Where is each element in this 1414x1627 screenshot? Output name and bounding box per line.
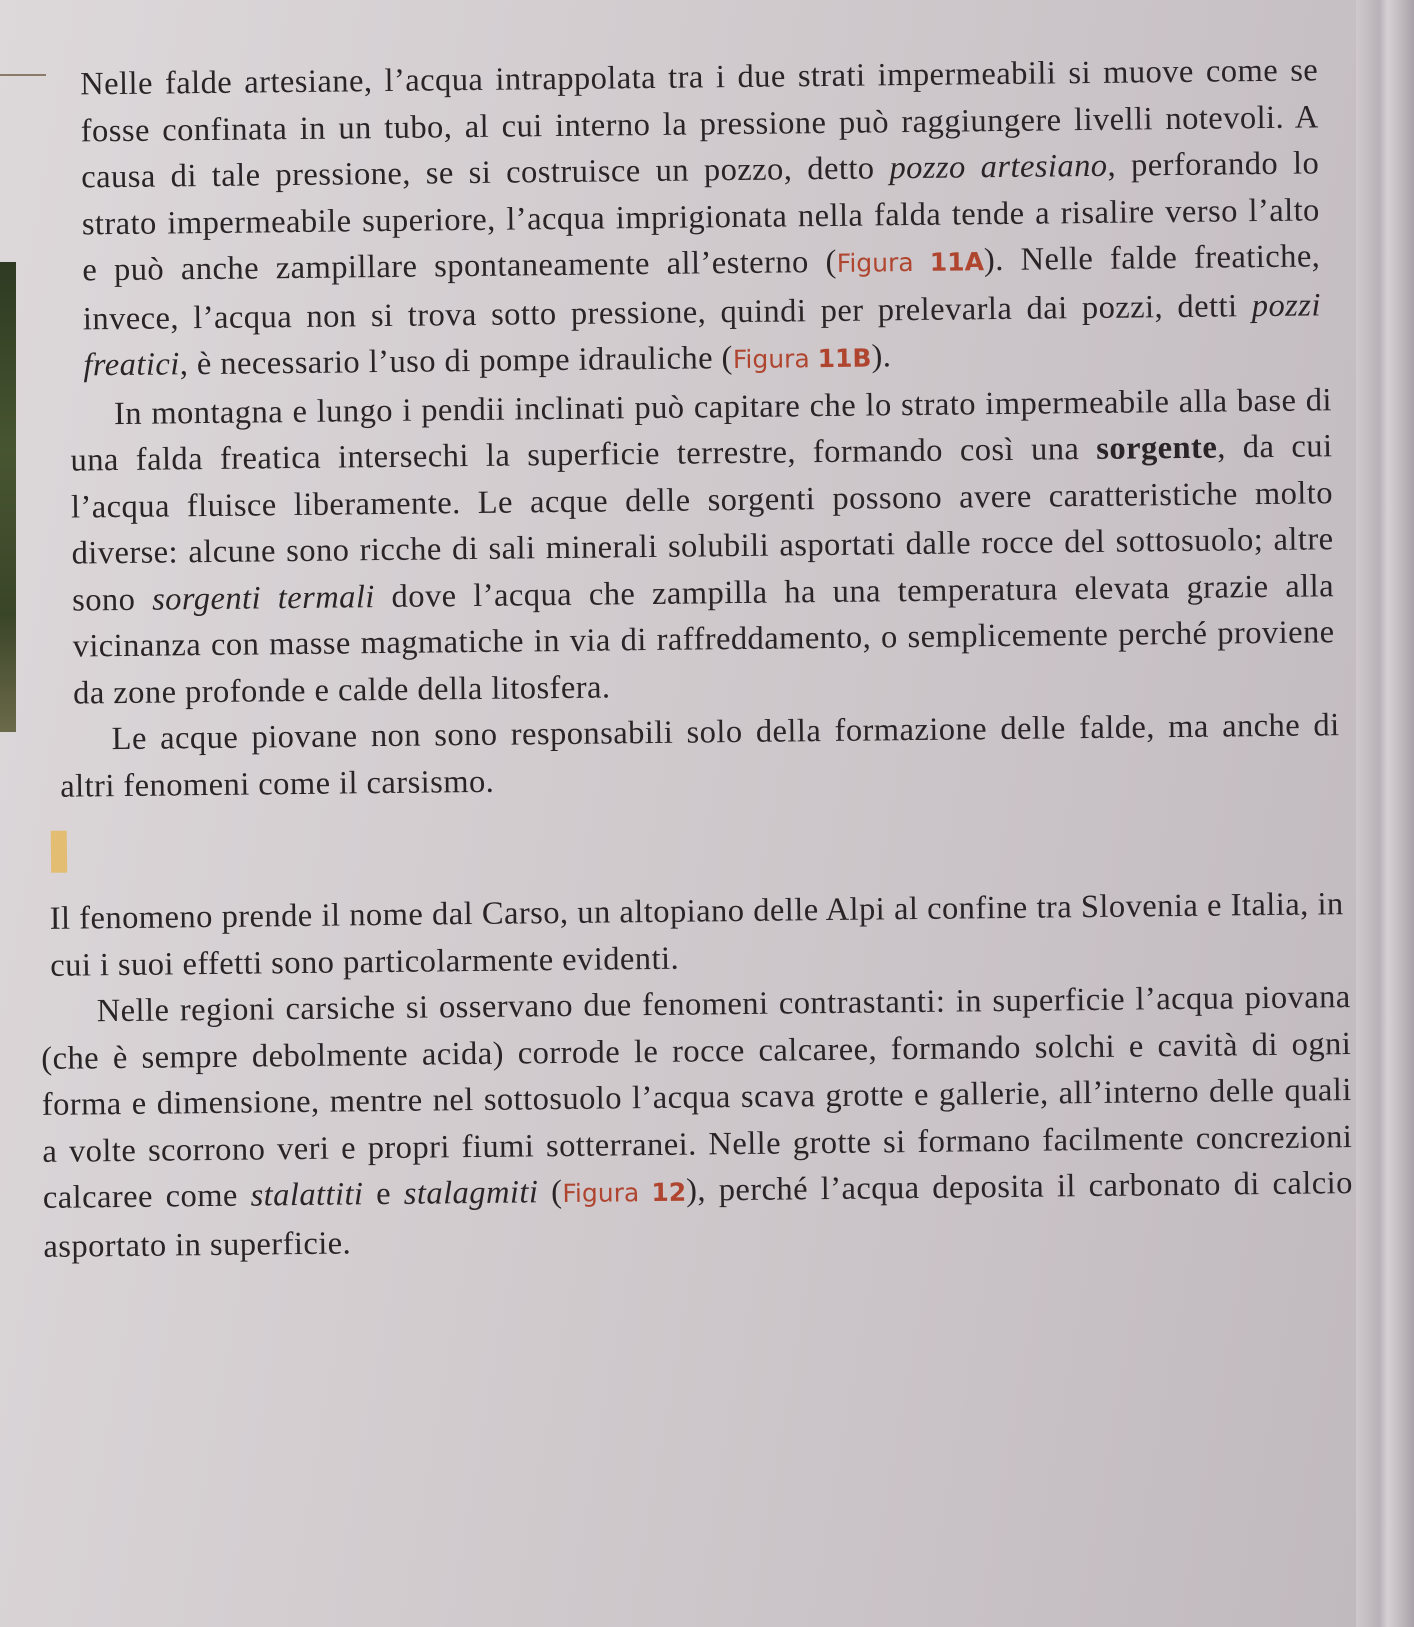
paragraph-rain-water: Le acque piovane non sono responsabili solo della formazione delle falde, ma anche di altri fenomeni come il carsismo. — [60, 707, 1340, 805]
adjacent-photo-edge — [0, 262, 16, 732]
text-run: , da cui l’acqua fluisce liberamente. Le acque delle sorgenti possono avere caratteristiche molto diverse: alcune sono ricche di sali minerali solubili asportati dalle rocce del sottosuolo; altre sono — [70, 428, 1334, 619]
italic-term: sorgenti termali — [151, 578, 375, 618]
italic-term: pozzi freatici — [83, 286, 1322, 384]
definition-box — [39, 811, 1350, 878]
paragraph-karst-regions — [41, 974, 1354, 1270]
figure-word: Figura — [562, 1178, 640, 1209]
figure-reference-12[interactable] — [562, 1178, 686, 1208]
figure-word: Figura — [836, 247, 914, 278]
paragraph-carso-name: Il fenomeno prende il nome dal Carso, un altopiano delle Alpi al confine tra Slovenia e Italia, in cui i suoi effetti sono particolarmente evidenti. — [49, 886, 1344, 984]
paragraph-artesian-wells — [30, 47, 1344, 391]
italic-term: stalattiti — [250, 1176, 364, 1214]
figure-reference-11b[interactable] — [733, 343, 872, 374]
text-run: ). — [871, 338, 892, 375]
highlighted-definition — [51, 831, 67, 873]
page-gutter — [1356, 0, 1414, 1627]
text-run: ). Nelle falde freatiche, invece, l’acqua non si trova sotto pressione, quindi per prelevarla dai pozzi, detti — [82, 238, 1321, 337]
figure-number: 12 — [651, 1177, 687, 1208]
figure-word: Figura — [732, 344, 810, 375]
italic-term: pozzo artesiano — [889, 147, 1108, 187]
figure-number: 11B — [817, 343, 872, 374]
text-run: Nelle regioni carsiche si osservano due fenomeni contrastanti: in superficie l’acqua piovana (che è sempre debolmente acida) corrode le rocce calcaree, formando solchi e cavità di ogni forma e dimensione, mentre nel sottosuolo l’acqua scava grotte e gallerie, all’interno delle quali a volte scorrono veri e propri fiumi sotterranei. Nelle grotte si formano facilmente concrezioni calcaree come — [41, 979, 1353, 1216]
text-run: ( — [538, 1174, 563, 1211]
text-run: , è necessario l’uso di pompe idrauliche ( — [179, 340, 734, 383]
body-text — [30, 47, 1354, 1270]
paragraph-springs — [34, 377, 1348, 717]
bold-term: sorgente — [1096, 429, 1218, 467]
text-run: dove l’acqua che zampilla ha una temperatura elevata grazie alla vicinanza con masse magmatiche in via di raffreddamento, o semplicemente perché proviene da zone profonde e calde della litosfera. — [72, 567, 1335, 712]
figure-number: 11A — [929, 247, 985, 277]
italic-term: stalagmiti — [403, 1174, 539, 1212]
text-run: ), perché l’acqua deposita il carbonato di calcio asportato in superficie. — [43, 1165, 1354, 1265]
text-run: , perforando lo strato impermeabile superiore, l’acqua imprigionata nella falda tende a risalire verso l’alto e può anche zampillare spontaneamente all’esterno ( — [81, 145, 1320, 289]
text-run: In montagna e lungo i pendii inclinati può capitare che lo strato impermeabile alla base di una falda freatica intersechi la superficie terrestre, formando così una — [70, 381, 1333, 479]
figure-reference-11a[interactable] — [837, 247, 984, 278]
text-run: e — [363, 1175, 405, 1213]
text-run: Nelle falde artesiane, l’acqua intrappolata tra i due strati impermeabili si muove come se fosse confinata in un tubo, al cui interno la pressione può raggiungere livelli notevoli. A causa di tale pressione, se si costruisce un pozzo, detto — [80, 52, 1319, 196]
